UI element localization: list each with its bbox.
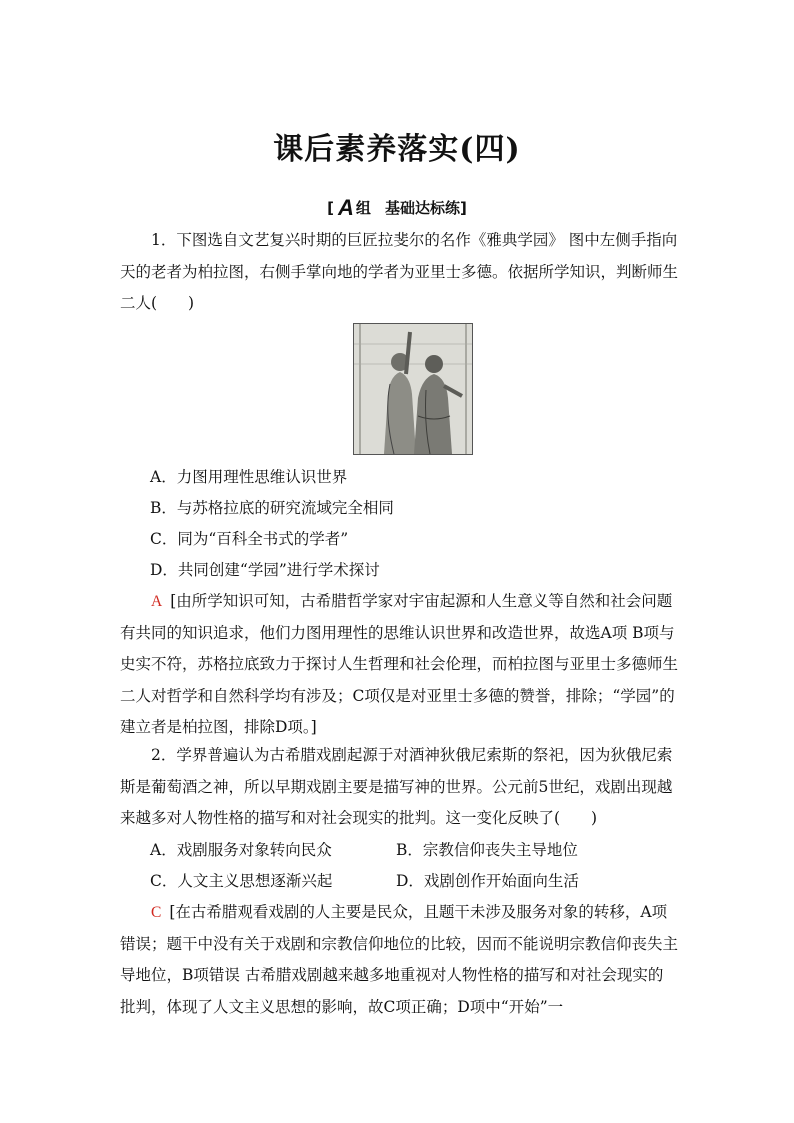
q2-option-d: D．戏剧创作开始面向生活 bbox=[396, 872, 579, 890]
q1-stem: 1．下图选自文艺复兴时期的巨匠拉斐尔的名作《雅典学园》 图中左侧手指向天的老者为柏拉图，右侧手掌向地的学者为亚里士多德。依据所学知识，判断师生二人( ) bbox=[120, 231, 679, 312]
school-of-athens-image bbox=[353, 323, 473, 455]
q2-explanation: [在古希腊观看戏剧的人主要是民众，且题干未涉及服务对象的转移，A项错误；题干中没有关于戏剧和宗教信仰地位的比较，因而不能说明宗教信仰丧失主导地位，B项错误 古希腊戏剧越来越多地重视对人物性格的描写和对社会现实的批判，体现了人文主义思想的影响，故C项正确；D项中“开始”一 bbox=[120, 903, 679, 1016]
q1-explanation: [由所学知识可知，古希腊哲学家对宇宙起源和人生意义等自然和社会问题有共同的知识追求，他们力图用理性的思维认识世界和改造世界，故选A项 B项与史实不符，苏格拉底致力于探讨人生哲理和社会伦理，而柏拉图与亚里士多德师生二人对哲学和自然科学均有涉及；C项仅是对亚里士多德的赞誉，排除；“学园”的建立者是柏拉图，排除D项。] bbox=[120, 592, 679, 736]
section-heading bbox=[0, 195, 794, 221]
section-name: 基础达标练 bbox=[384, 199, 460, 217]
q2-option-a: A．戏剧服务对象转向民众 bbox=[150, 841, 332, 859]
page-title: 课后素养落实(四) bbox=[273, 132, 521, 167]
bracket-open: [ bbox=[327, 199, 335, 217]
q2-stem: 2．学界普遍认为古希腊戏剧起源于对酒神狄俄尼索斯的祭祀，因为狄俄尼索斯是葡萄酒之神，所以早期戏剧主要是描写神的世界。公元前5世纪，戏剧出现越来越多对人物性格的描写和对社会现实的批判。这一变化反映了( ) bbox=[120, 746, 673, 827]
q2-answer: C bbox=[151, 904, 162, 921]
q1-answer-block bbox=[120, 586, 678, 744]
q1-answer: A bbox=[151, 593, 163, 610]
group-label: 组 bbox=[355, 199, 371, 217]
q1-option-d: D．共同创建“学园”进行学术探讨 bbox=[150, 561, 380, 579]
q1-option-a: A．力图用理性思维认识世界 bbox=[150, 468, 348, 486]
bracket-close: ] bbox=[459, 199, 467, 217]
q2-option-b: B．宗教信仰丧失主导地位 bbox=[396, 841, 578, 859]
q2-answer-block bbox=[120, 897, 678, 1023]
q1-option-c: C．同为“百科全书式的学者” bbox=[150, 530, 349, 548]
q2-option-c: C．人文主义思想逐渐兴起 bbox=[150, 872, 333, 890]
group-letter: A bbox=[338, 195, 354, 220]
q1-option-b: B．与苏格拉底的研究流域完全相同 bbox=[150, 499, 394, 517]
